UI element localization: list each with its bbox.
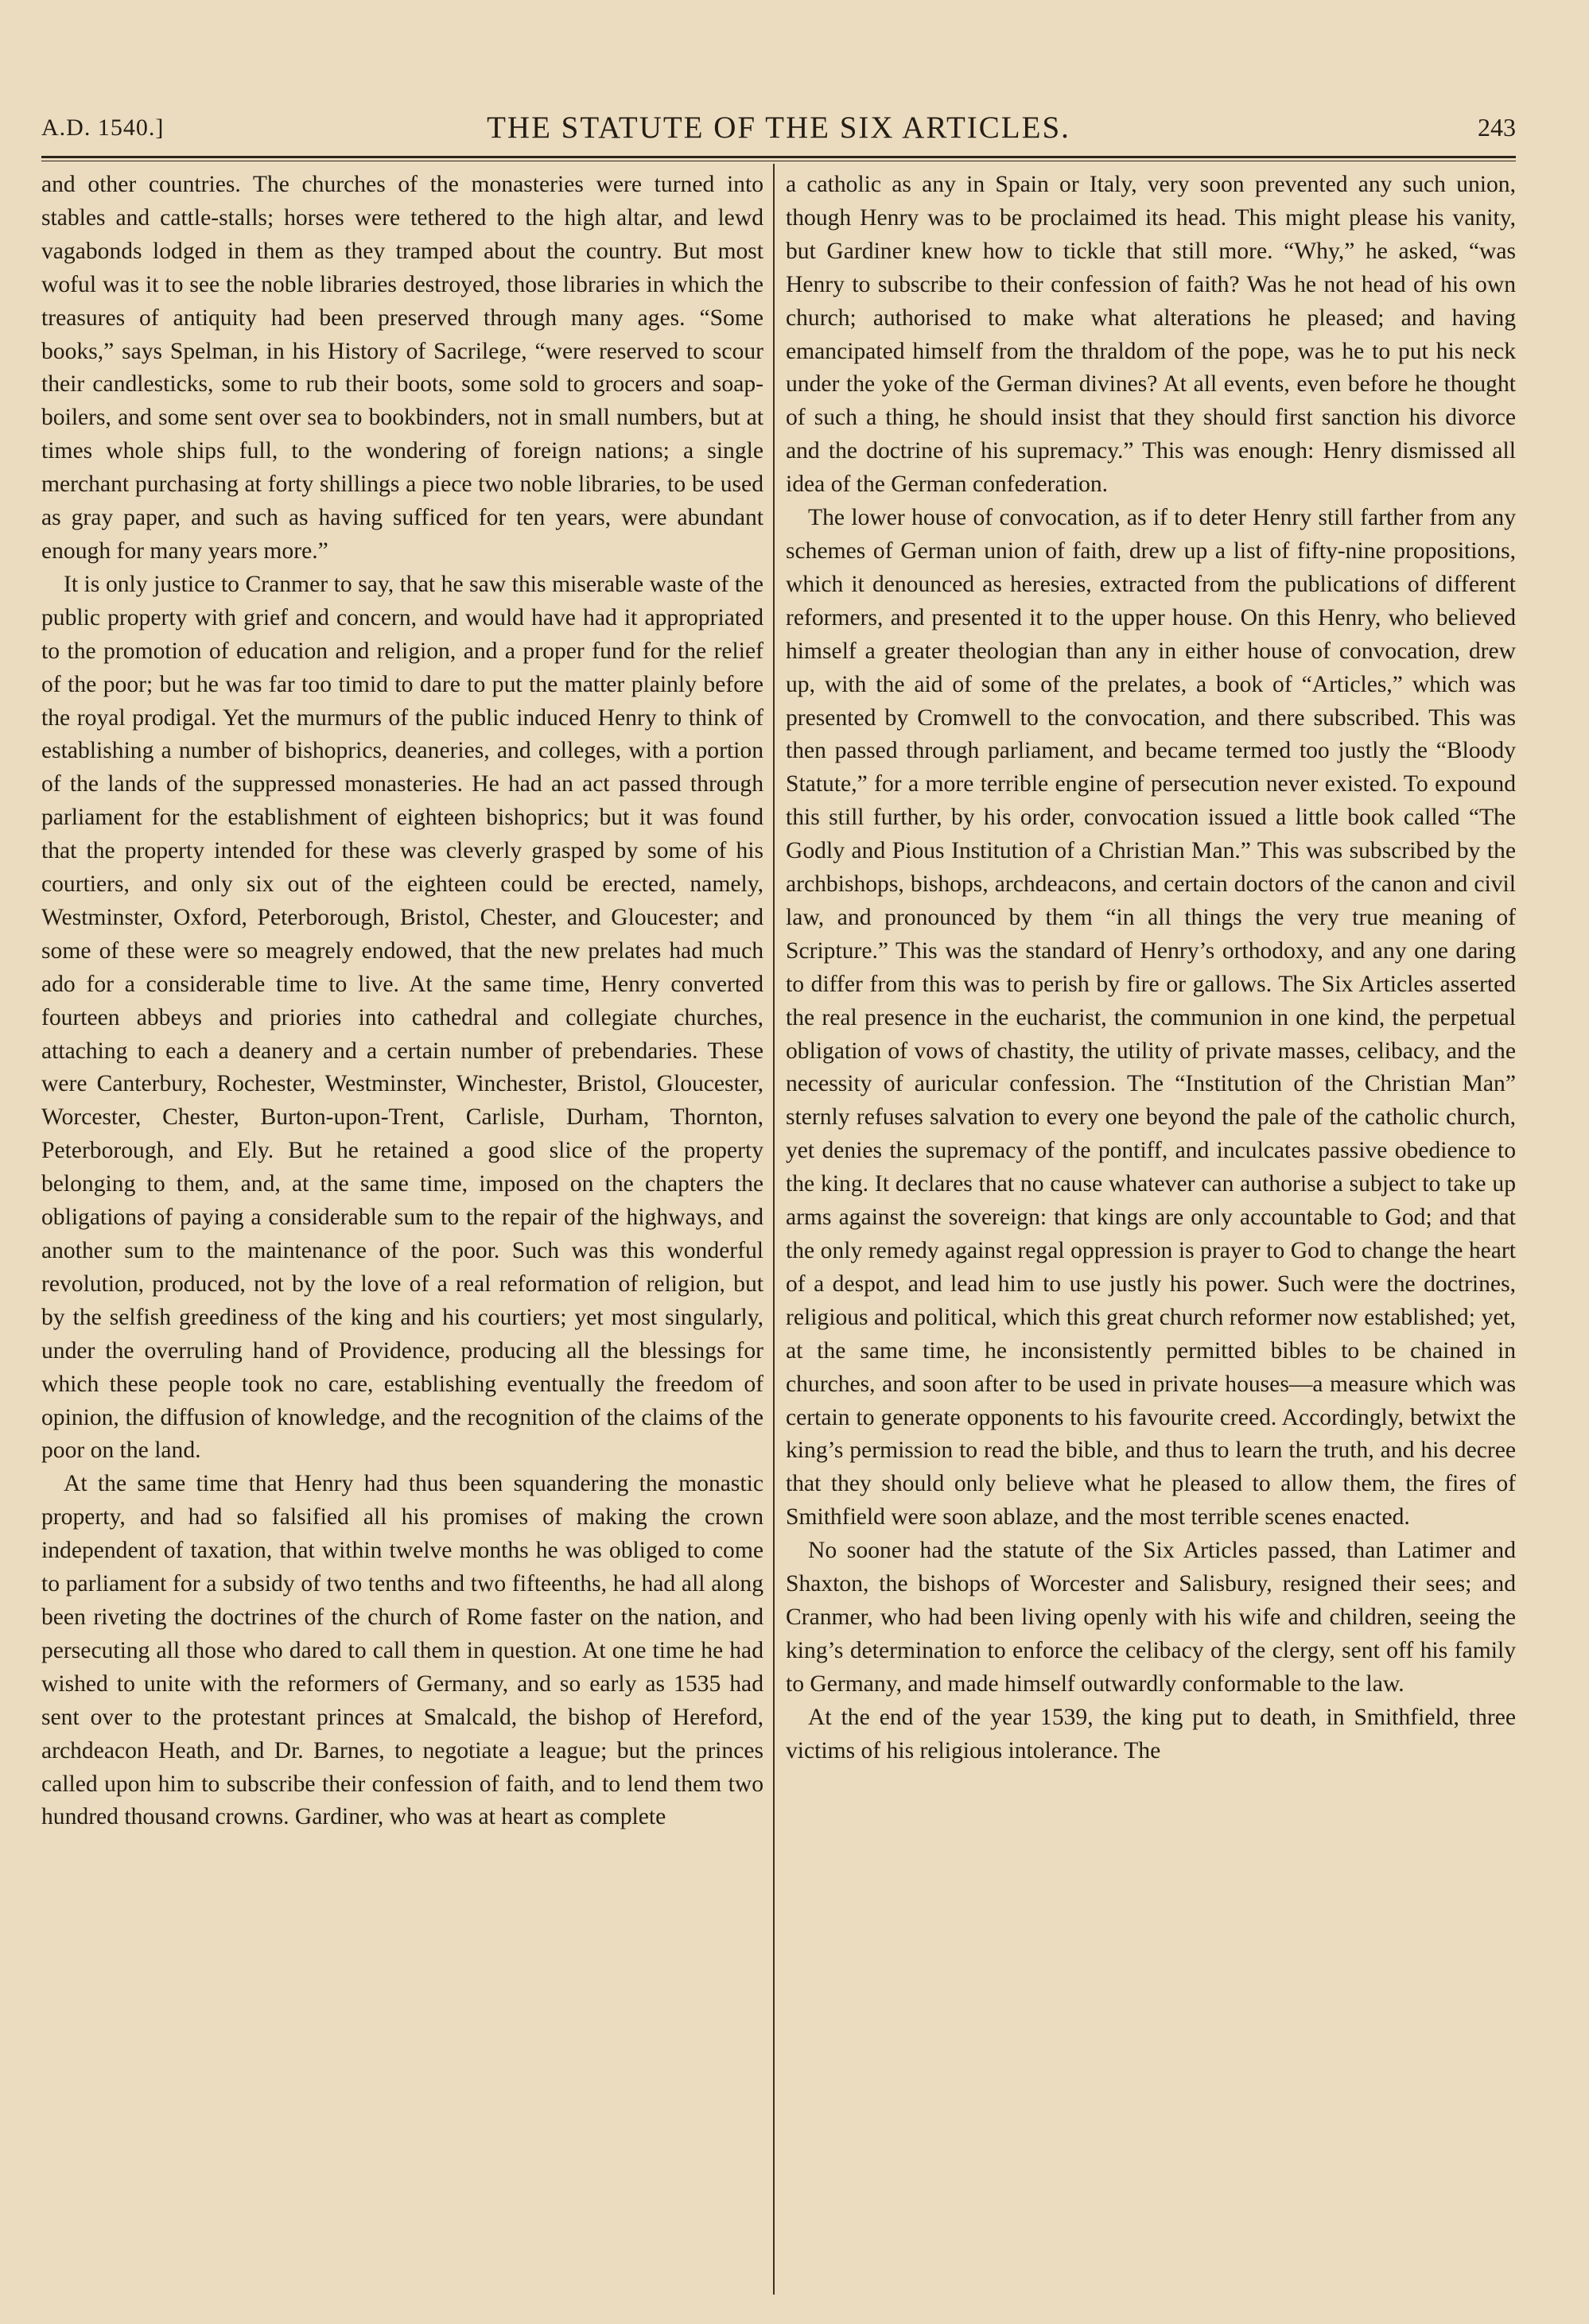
column-divider — [773, 164, 775, 2295]
page-title: THE STATUTE OF THE SIX ARTICLES. — [487, 111, 1070, 145]
right-column — [786, 169, 1516, 2307]
header-date: A.D. 1540.] — [41, 114, 165, 141]
page-number: 243 — [1478, 113, 1516, 142]
paragraph: No sooner had the statute of the Six Articles passed, than Latimer and Shaxton, the bishops of Worcester and Salisbury, resigned their sees; and Cranmer, who had been living openly with his wife and children, seeing the king’s determination to enforce the celibacy of the clergy, sent off his family to Germany, and made himself outwardly conformable to the law. — [786, 1538, 1516, 1697]
paragraph: The lower house of convocation, as if to deter Henry still farther from any schemes of German union of faith, drew up a list of fifty-nine propositions, which it denounced as heresies, extracted from the publications of different reformers, and presented it to the upper house. On this Henry, who believed himself a greater theologian than any in either house of convocation, drew up, with the aid of some of the prelates, a book of “Articles,” which was presented by Cromwell to the convocation, and there subscribed. This was then passed through parliament, and became termed too justly the “Bloody Statute,” for a more terrible engine of persecution never existed. To expound this still further, by his order, convocation issued a little book called “The Godly and Pious Institution of a Christian Man.” This was subscribed by the archbishops, bishops, archdeacons, and certain doctors of the canon and civil law, and pronounced by them “in all things the very true meaning of Scripture.” This was the standard of Henry’s orthodoxy, and any one daring to differ from this was to perish by fire or gallows. The Six Articles asserted the real presence in the eucharist, the communion in one kind, the perpetual obligation of vows of chastity, the utility of private masses, celibacy, and the necessity of auricular confession. The “Institution of the Christian Man” sternly refuses salvation to every one beyond the pale of the catholic church, yet denies the supremacy of the pontiff, and inculcates passive obedience to the king. It declares that no cause whatever can authorise a subject to take up arms against the sovereign: that kings are only accountable to God; and that the only remedy against regal oppression is prayer to God to change the heart of a despot, and lead him to use justly his power. Such were the doctrines, religious and political, which this great church reformer now established; yet, at the same time, he inconsistently permitted bibles to be chained in churches, and soon after to be used in private houses—a measure which was certain to generate opponents to his favourite creed. Accordingly, betwixt the king’s permission to read the bible, and thus to learn the truth, and his decree that they should only believe what he pleased to allow them, the fires of Smithfield were soon ablaze, and the most terrible scenes enacted. — [786, 505, 1516, 1531]
paragraph: and other countries. The churches of the monasteries were turned into stables and cattle-stalls; horses were tethered to the high altar, and lewd vagabonds lodged in them as they tramped about the country. But most woful was it to see the noble libraries destroyed, those libraries in which the treasures of antiquity had been preserved through many ages. “Some books,” says Spelman, in his History of Sacrilege, “were reserved to scour their candlesticks, some to rub their boots, some sold to grocers and soap-boilers, and some sent over sea to bookbinders, not in small numbers, but at times whole ships full, to the wondering of foreign nations; a single merchant purchasing at forty shillings a piece two noble libraries, to be used as gray paper, and such as having sufficed for ten years, were abundant enough for many years more.” — [41, 172, 763, 564]
header-rule — [41, 156, 1516, 158]
paragraph: At the same time that Henry had thus been squandering the monastic property, and had so falsified all his promises of making the crown independent of taxation, that within twelve months he was obliged to come to parliament for a subsidy of two tenths and two fifteenths, he had all along been riveting the doctrines of the church of Rome faster on the nation, and persecuting all those who dared to call them in question. At one time he had wished to unite with the reformers of Germany, and so early as 1535 had sent over to the protestant princes at Smalcald, the bishop of Hereford, archdeacon Heath, and Dr. Barnes, to negotiate a league; but the princes called upon him to subscribe their confession of faith, and to lend them two hundred thousand crowns. Gardiner, who was at heart as complete — [41, 1471, 763, 1830]
paragraph: a catholic as any in Spain or Italy, very soon prevented any such union, though Henry was to be proclaimed its head. This might please his vanity, but Gardiner knew how to tickle that still more. “Why,” he asked, “was Henry to subscribe to their confession of faith? Was he not head of his own church; authorised to make what alterations he pleased; and having emancipated himself from the thraldom of the pope, was he to put his neck under the yoke of the German divines? At all events, even before he thought of such a thing, he should insist that they should first sanction his divorce and the doctrine of his supremacy.” This was enough: Henry dismissed all idea of the German confederation. — [786, 172, 1516, 498]
paragraph: At the end of the year 1539, the king put to death, in Smithfield, three victims of his religious intolerance. The — [786, 1704, 1516, 1763]
paragraph: It is only justice to Cranmer to say, that he saw this miserable waste of the public property with grief and concern, and would have had it appropriated to the promotion of education and religion, and a proper fund for the relief of the poor; but he was far too timid to dare to put the matter plainly before the royal prodigal. Yet the murmurs of the public induced Henry to think of establishing a number of bishoprics, deaneries, and colleges, with a portion of the lands of the suppressed monasteries. He had an act passed through parliament for the establishment of eighteen bishoprics; but it was found that the property intended for these was cleverly grasped by some of his courtiers, and only six out of the eighteen could be erected, namely, Westminster, Oxford, Peterborough, Bristol, Chester, and Gloucester; and some of these were so meagrely endowed, that the new prelates had much ado for a considerable time to live. At the same time, Henry converted fourteen abbeys and priories into cathedral and collegiate churches, attaching to each a deanery and a certain number of prebendaries. These were Canterbury, Rochester, Westminster, Winchester, Bristol, Gloucester, Worcester, Chester, Burton-upon-Trent, Carlisle, Durham, Thornton, Peterborough, and Ely. But he retained a good slice of the property belonging to them, and, at the same time, imposed on the chapters the obligations of paying a considerable sum to the repair of the highways, and another sum to the maintenance of the poor. Such was this wonderful revolution, produced, not by the love of a real reformation of religion, but by the selfish greediness of the king and his courtiers; yet most singularly, under the overruling hand of Providence, producing all the blessings for which these people took no care, establishing eventually the freedom of opinion, the diffusion of knowledge, and the recognition of the claims of the poor on the land. — [41, 571, 763, 1464]
running-header — [41, 110, 1516, 153]
left-column — [41, 169, 763, 2307]
